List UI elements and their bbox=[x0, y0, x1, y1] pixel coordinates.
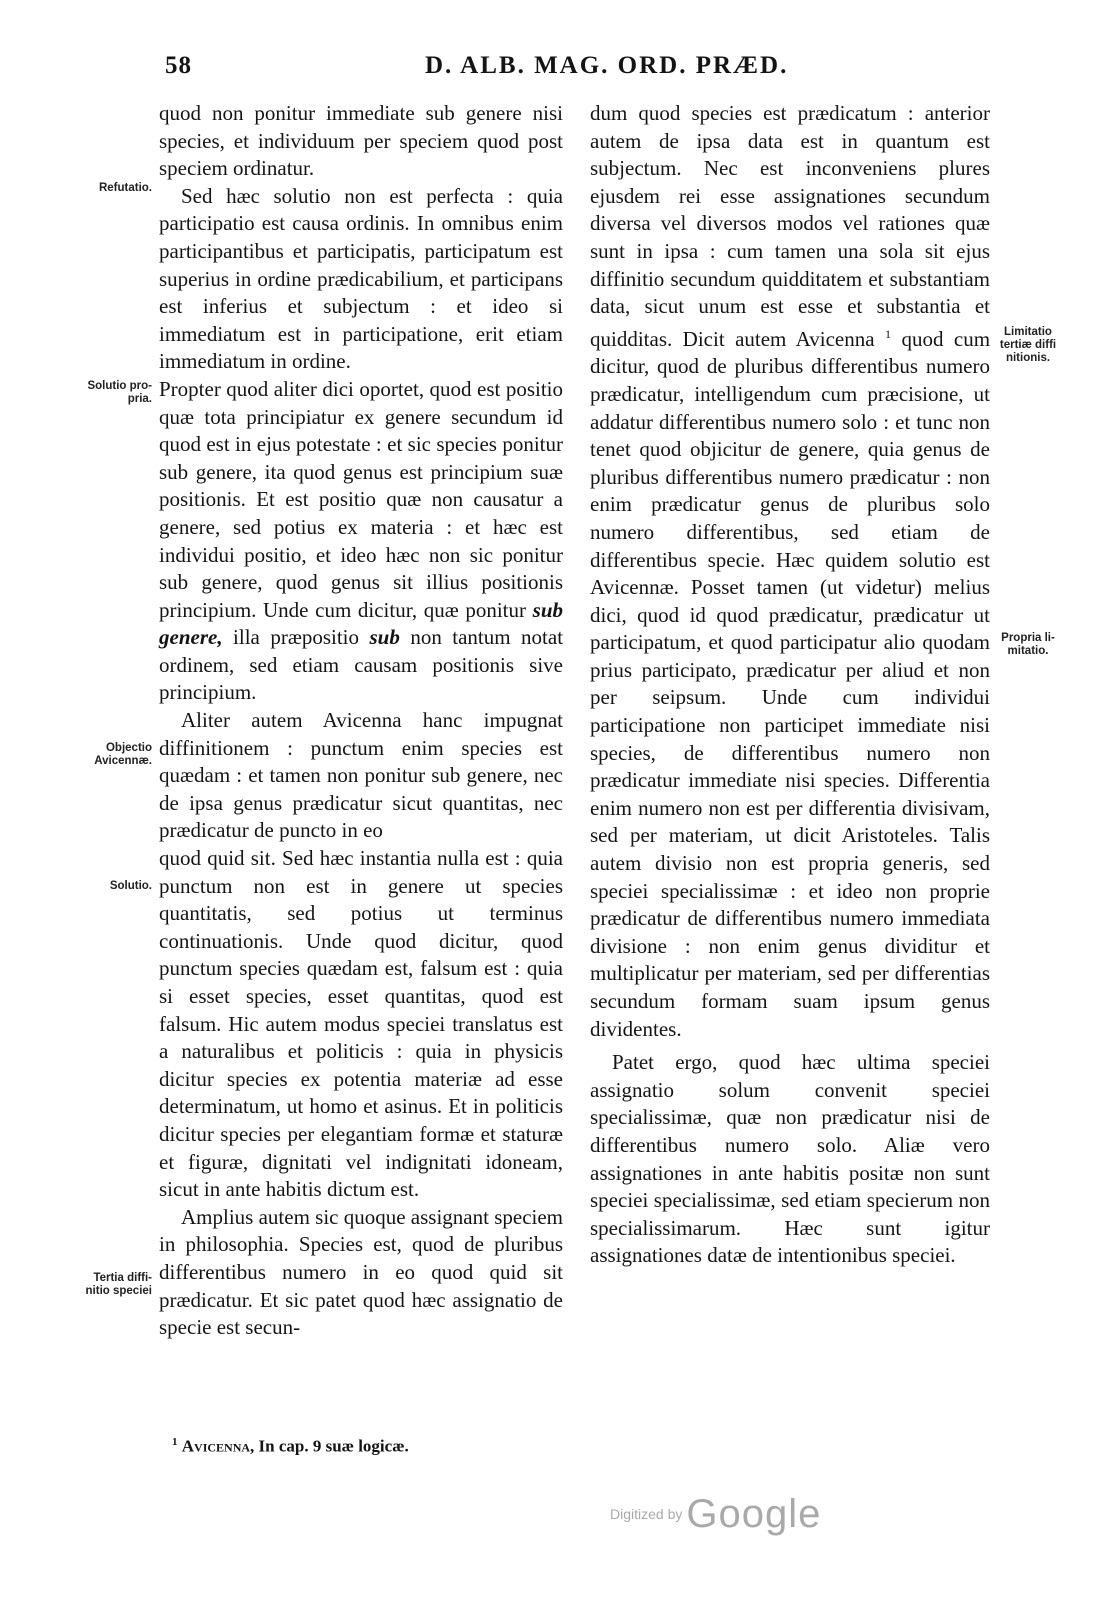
margin-note-solutio: Solutio. bbox=[109, 880, 152, 892]
margin-note-solutio-propria: Solutio pro- pria. bbox=[87, 380, 152, 405]
right-text-column bbox=[590, 100, 990, 1270]
footnote: $^1$ Avicenna, In cap. 9 suæ logicæ. bbox=[172, 1436, 409, 1456]
margin-note-refutatio: Refutatio. bbox=[98, 182, 152, 194]
paragraph: Sed hæc solutio non est perfecta : quia participatio est causa ordinis. In omnibus enim participantibus et participatis, participatum est superius in ordine prædicabilium, et participans est inferius et subjectum : et ideo si immediatum est in participatione, erit etiam immediatum in ordine. bbox=[159, 183, 563, 374]
margin-note-propria-limitatio: Propria li- mitatio. bbox=[1001, 632, 1055, 657]
paragraph: quod non ponitur immediate sub genere nisi species, et individuum per speciem quod post speciem ordinatur. bbox=[159, 101, 563, 181]
paragraph: dum quod species est prædicatum : anterior autem de ipsa data est in quantum est subjectum. Nec est inconveniens plures ejusdem rei esse assignationes secundum diversa vel diversos modos vel rationes quæ sunt in ipsa : cum tamen una sola sit ejus diffinitio secundum quidditatem et substantiam data, sicut unum est esse et substantia et quidditas. Dicit autem Avicenna $^1$ quod cum dicitur, quod de pluribus differentibus numero prædicatur, intelligendum cum præcisione, ut addatur differentibus numero solo : et tunc non tenet quod objicitur de genere, quia genus de pluribus differentibus numero prædicatur : non enim prædicatur genus de pluribus solo numero differentibus, sed etiam de differentibus specie. Hæc quidem solutio est Avicennæ. Posset tamen (ut videtur) melius dici, quod id quod prædicatur, prædicatur ut participatum, et quod participatur alio quodam prius participato, prædicatur per aliud et non per seipsum. Unde cum individui participatione non participet immediate nisi species, de differentibus numero non prædicatur immediate nisi species. Differentia enim numero non est per differentia divisivam, sed per materiam, ut dicit Aristoteles. Talis autem divisio non est propria generis, sed speciei specialissimæ : et ideo non proprie prædicatur de differentibus numero immediata divisione : non enim genus dividitur et multiplicatur per materiam, sed per differentias secundum formam suam ipsum genus dividentes. bbox=[590, 101, 991, 1041]
google-logo: Google bbox=[686, 1492, 822, 1536]
margin-note-objectio-avicennae: Objectio Avicennæ. bbox=[94, 742, 152, 767]
paragraph: Patet ergo, quod hæc ultima speciei assignatio solum convenit speciei specialissimæ, quæ non prædicatur nisi de differentibus numero solo. Aliæ vero assignationes in ante habitis positæ non sunt speciei specialissimæ, sed etiam specierum non specialissimarum. Hæc sunt igitur assignationes datæ de intentionibus speciei. bbox=[590, 1050, 990, 1268]
running-head: D. ALB. MAG. ORD. PRÆD. bbox=[425, 52, 789, 79]
margin-note-limitatio: Limitatio tertiæ diffi nitionis. bbox=[999, 326, 1057, 364]
footnote-reference: 1 bbox=[885, 326, 892, 341]
paragraph: Aliter autem Avicenna hanc impugnat diffinitionem : punctum enim species est quædam : et tamen non ponitur sub genere, nec de ipsa genus prædicatur sicut quantitas, nec prædicatur de puncto in eo bbox=[159, 708, 563, 843]
paragraph: Propter quod aliter dici oportet, quod est positio quæ tota principiatur ex genere secundum id quod est in ejus potestate : et sic species ponitur sub genere, ita quod genus est principium suæ positionis. Et est positio quæ non causatur a genere, sed potius ex materia : et hæc est individui positio, et ideo hæc non sic ponitur sub genere, quod genus sit illius positionis principium. Unde cum dicitur, quæ ponitur sub genere, illa præpositio sub non tantum notat ordinem, sed etiam causam positionis sive principium. bbox=[159, 376, 564, 705]
paragraph: quod quid sit. Sed hæc instantia nulla est : quia punctum non est in genere ut species quantitatis, sed potius ut terminus continuationis. Unde quod dicitur, quod punctum species quædam est, falsum est : quia si esset species, esset quantitas, quod est falsum. Hic autem modus speciei translatus est a naturalibus et politicis : quia in physicis dicitur species ex potentia materiæ ad esse determinatum, ut homo et asinus. Et in politicis dicitur species per elegantiam formæ et staturæ et figuræ, dignitati vel indignitati idoneam, sicut in ante habitis dictum est. bbox=[159, 846, 563, 1202]
digitized-by-google-watermark: Digitized by Google bbox=[610, 1492, 822, 1536]
page-number: 58 bbox=[165, 52, 192, 79]
left-text-column bbox=[159, 100, 563, 1342]
margin-note-tertia-diffinitio: Tertia diffi- nitio speciei bbox=[85, 1272, 152, 1297]
paragraph: Amplius autem sic quoque assignant speciem in philosophia. Species est, quod de pluribus differentibus numero in eo quod quid sit prædicatur. Et sic patet quod hæc assignatio de specie est secun- bbox=[159, 1204, 564, 1340]
